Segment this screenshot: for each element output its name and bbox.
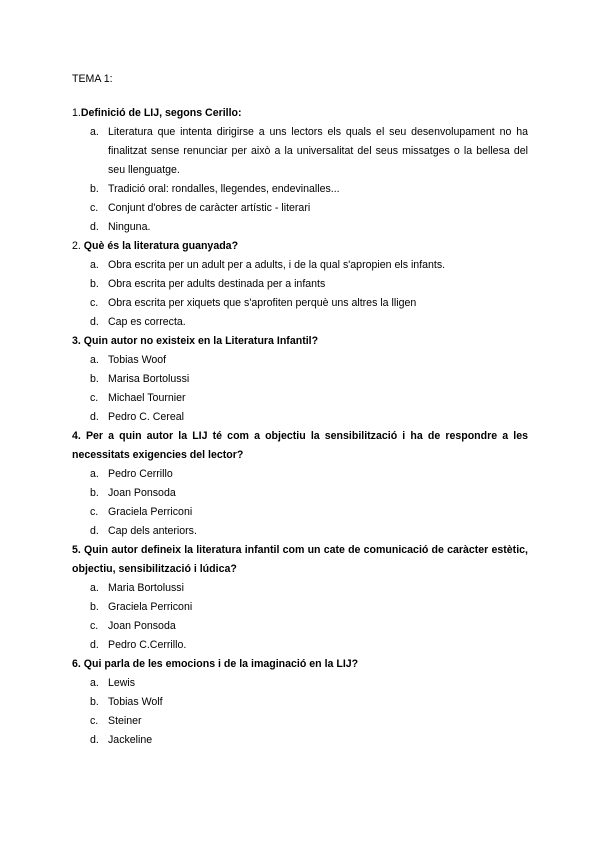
option-letter: d. [90, 221, 99, 233]
question-text: Quin autor defineix la literatura infantil com un cate de comunicació de caràcter estètic, objectiu, sensibilització i lúdica? [72, 544, 528, 575]
option-text: Cap dels anteriors. [108, 525, 197, 537]
option-item [72, 275, 528, 294]
option-letter: b. [90, 373, 99, 385]
option-item [72, 579, 528, 598]
option-item [72, 712, 528, 731]
option-text: Pedro Cerrillo [108, 468, 173, 480]
option-item [72, 636, 528, 655]
option-item [72, 465, 528, 484]
question-heading [72, 104, 528, 123]
option-list [72, 123, 528, 237]
option-item [72, 351, 528, 370]
option-text: Joan Ponsoda [108, 620, 176, 632]
question-text: Qui parla de les emocions i de la imaginació en la LIJ? [83, 658, 359, 670]
option-item [72, 123, 528, 180]
option-letter: d. [90, 734, 99, 746]
option-text: Michael Tournier [108, 392, 186, 404]
option-letter: a. [90, 259, 99, 271]
option-text: Conjunt d'obres de caràcter artístic - literari [108, 202, 311, 214]
option-item [72, 256, 528, 275]
option-item [72, 522, 528, 541]
option-item [72, 199, 528, 218]
option-text: Graciela Perriconi [108, 601, 193, 613]
question-list [72, 104, 528, 750]
option-list [72, 674, 528, 750]
option-letter: a. [90, 468, 99, 480]
option-item [72, 218, 528, 237]
question-number: 5. [72, 544, 81, 556]
option-letter: d. [90, 316, 99, 328]
question-number: 4. [72, 430, 81, 442]
option-item [72, 294, 528, 313]
option-letter: a. [90, 582, 99, 594]
option-text: Ninguna. [108, 221, 151, 233]
question-heading [72, 237, 528, 256]
option-text: Tobias Wolf [108, 696, 163, 708]
question-heading [72, 427, 528, 465]
option-text: Joan Ponsoda [108, 487, 176, 499]
option-letter: c. [90, 715, 99, 727]
option-list [72, 256, 528, 332]
option-letter: b. [90, 487, 99, 499]
option-text: Graciela Perriconi [108, 506, 193, 518]
option-text: Obra escrita per xiquets que s'aprofiten perquè uns altres la lligen [108, 297, 417, 309]
option-item [72, 693, 528, 712]
question-6 [72, 655, 528, 750]
option-letter: c. [90, 506, 99, 518]
question-text: Definició de LIJ, segons Cerillo: [80, 107, 242, 119]
question-3 [72, 332, 528, 427]
option-letter: a. [90, 126, 99, 138]
option-text: Marisa Bortolussi [108, 373, 190, 385]
option-letter: b. [90, 601, 99, 613]
option-letter: b. [90, 183, 99, 195]
question-heading [72, 541, 528, 579]
option-item [72, 313, 528, 332]
option-letter: c. [90, 620, 99, 632]
option-item [72, 484, 528, 503]
question-heading [72, 332, 528, 351]
option-letter: d. [90, 525, 99, 537]
option-item [72, 370, 528, 389]
option-item [72, 617, 528, 636]
option-text: Jackeline [108, 734, 153, 746]
option-item [72, 503, 528, 522]
option-text: Obra escrita per un adult per a adults, i de la qual s'apropien els infants. [108, 259, 446, 271]
option-item [72, 598, 528, 617]
question-1 [72, 104, 528, 237]
option-text: Obra escrita per adults destinada per a infants [108, 278, 326, 290]
option-text: Maria Bortolussi [108, 582, 184, 594]
option-text: Steiner [108, 715, 142, 727]
document-title: TEMA 1: [72, 73, 113, 85]
option-text: Lewis [108, 677, 136, 689]
option-text: Tobias Woof [108, 354, 167, 366]
option-text: Cap es correcta. [108, 316, 186, 328]
option-item [72, 408, 528, 427]
option-list [72, 351, 528, 427]
option-item [72, 180, 528, 199]
question-heading [72, 655, 528, 674]
option-letter: a. [90, 677, 99, 689]
option-item [72, 731, 528, 750]
option-text: Literatura que intenta dirigirse a uns lectors els quals el seu desenvolupament no ha finalitzat sense renunciar per això a la universalitat del seus missatges o la bellesa del seu llenguatge. [108, 126, 528, 176]
option-letter: d. [90, 411, 99, 423]
question-2 [72, 237, 528, 332]
option-item [72, 674, 528, 693]
question-text: Quin autor no existeix en la Literatura Infantil? [83, 335, 319, 347]
question-text: Per a quin autor la LIJ té com a objectiu la sensibilització i ha de respondre a les necessitats exigencies del lector? [72, 430, 528, 461]
question-number: 2. [72, 240, 81, 252]
question-text: Què és la literatura guanyada? [83, 240, 239, 252]
option-text: Pedro C.Cerrillo. [108, 639, 187, 651]
option-letter: a. [90, 354, 99, 366]
option-list [72, 465, 528, 541]
option-letter: c. [90, 202, 99, 214]
option-letter: c. [90, 297, 99, 309]
option-letter: c. [90, 392, 99, 404]
option-item [72, 389, 528, 408]
question-number: 6. [72, 658, 81, 670]
option-letter: b. [90, 696, 99, 708]
option-list [72, 579, 528, 655]
question-4 [72, 427, 528, 541]
question-5 [72, 541, 528, 655]
option-letter: b. [90, 278, 99, 290]
question-number: 1. [72, 107, 81, 119]
option-text: Tradició oral: rondalles, llegendes, endevinalles... [108, 183, 340, 195]
option-letter: d. [90, 639, 99, 651]
option-text: Pedro C. Cereal [108, 411, 184, 423]
question-number: 3. [72, 335, 81, 347]
